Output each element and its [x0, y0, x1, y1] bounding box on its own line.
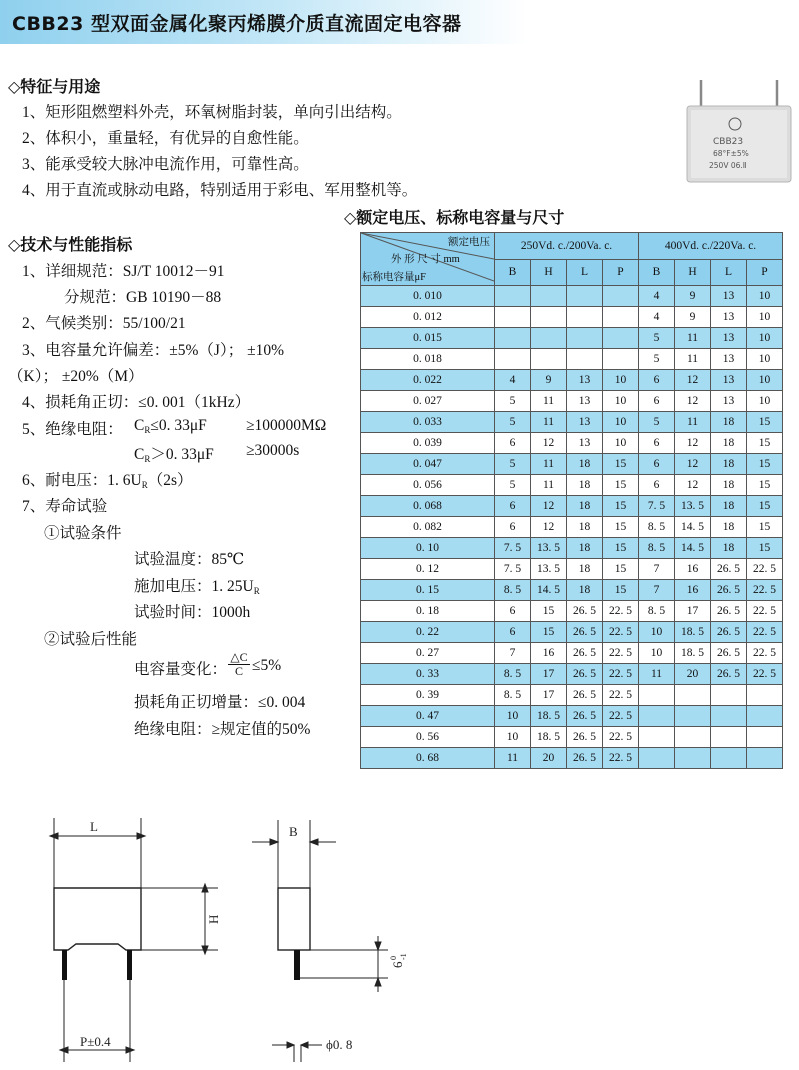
dimension-cell: 18 — [567, 580, 603, 601]
dimension-cell — [531, 286, 567, 307]
dimension-cell: 22. 5 — [747, 622, 783, 643]
group-400v: 400Vd. c./220Va. c. — [639, 233, 783, 260]
dimension-cell: 9 — [675, 286, 711, 307]
dimension-cell: 22. 5 — [747, 664, 783, 685]
dimension-cell: 26. 5 — [711, 580, 747, 601]
dimension-cell: 5 — [639, 412, 675, 433]
dimension-cell — [675, 748, 711, 769]
dimension-cell: 12 — [531, 496, 567, 517]
corner-cap: 标称电容量μF — [362, 272, 426, 283]
feature-item: 4、用于直流或脉动电路，特别适用于彩电、军用整机等。 — [22, 182, 418, 199]
dimension-cell — [603, 349, 639, 370]
dimension-cell: 15 — [747, 517, 783, 538]
dimension-cell: 6 — [639, 391, 675, 412]
dimension-cell: 18. 5 — [675, 643, 711, 664]
dimension-cell: 14. 5 — [675, 538, 711, 559]
dimension-cell: 18 — [711, 475, 747, 496]
dimension-cell: 15 — [603, 517, 639, 538]
dim-diameter: ϕ0. 8 — [326, 1037, 353, 1052]
table-heading: ◇额定电压、标称电容量与尺寸 — [344, 208, 565, 227]
dimension-cell: 11 — [531, 391, 567, 412]
dimension-cell: 12 — [531, 433, 567, 454]
feature-item: 1、矩形阻燃塑料外壳，环氧树脂封装，单向引出结构。 — [22, 104, 402, 121]
table-row — [361, 706, 783, 727]
dimension-cell: 8. 5 — [639, 601, 675, 622]
dimension-cell — [603, 328, 639, 349]
capacitance-cell: 0. 056 — [361, 475, 495, 496]
dimension-cell: 26. 5 — [567, 601, 603, 622]
dimension-cell: 26. 5 — [567, 706, 603, 727]
dimension-cell — [567, 307, 603, 328]
capacitance-cell: 0. 33 — [361, 664, 495, 685]
dimension-cell: 6 — [639, 433, 675, 454]
dimension-cell: 4 — [639, 286, 675, 307]
dimension-cell: 22. 5 — [603, 748, 639, 769]
dimension-cell: 15 — [603, 475, 639, 496]
spec-detail: 1、详细规范：SJ/T 10012－91 — [22, 263, 225, 280]
dimension-cell: 12 — [675, 475, 711, 496]
dimension-cell: 7 — [639, 580, 675, 601]
dim-B: B — [289, 824, 298, 839]
dimension-cell: 7. 5 — [495, 559, 531, 580]
dimension-cell: 4 — [639, 307, 675, 328]
table-corner-header — [361, 233, 495, 286]
dimension-cell: 11 — [531, 475, 567, 496]
table-row — [361, 286, 783, 307]
spec-insulation-label: 5、绝缘电阻： — [22, 421, 123, 438]
table-row — [361, 580, 783, 601]
dimension-cell: 11 — [531, 412, 567, 433]
table-row — [361, 391, 783, 412]
dimension-cell: 12 — [675, 370, 711, 391]
dimension-cell: 6 — [495, 496, 531, 517]
dimension-cell: 10 — [747, 349, 783, 370]
dimension-cell: 15 — [747, 412, 783, 433]
capacitance-cell: 0. 010 — [361, 286, 495, 307]
dimension-cell — [495, 349, 531, 370]
dimension-cell: 18 — [711, 433, 747, 454]
dim-lead: 6 — [390, 961, 405, 968]
dimension-cell: 15 — [603, 538, 639, 559]
dimension-cell: 15 — [603, 454, 639, 475]
table-row — [361, 748, 783, 769]
table-row — [361, 370, 783, 391]
dimension-cell: 8. 5 — [639, 538, 675, 559]
dimension-cell: 16 — [675, 559, 711, 580]
dimension-cell: 11 — [675, 349, 711, 370]
table-row — [361, 349, 783, 370]
table-row — [361, 622, 783, 643]
dimension-cell: 26. 5 — [567, 622, 603, 643]
dimension-cell: 26. 5 — [567, 685, 603, 706]
col-header: B — [495, 259, 531, 286]
dimension-cell: 10 — [603, 370, 639, 391]
dimension-cell: 12 — [675, 433, 711, 454]
col-header: H — [675, 259, 711, 286]
table-row — [361, 727, 783, 748]
dimension-cell — [639, 706, 675, 727]
dimension-cell: 10 — [603, 391, 639, 412]
dimension-cell: 18 — [711, 538, 747, 559]
dimension-cell: 22. 5 — [603, 685, 639, 706]
features-heading: ◇特征与用途 — [8, 77, 101, 96]
dimension-cell: 26. 5 — [567, 748, 603, 769]
dimension-cell: 22. 5 — [747, 559, 783, 580]
capacitance-cell: 0. 12 — [361, 559, 495, 580]
dimension-cell — [747, 685, 783, 706]
dimension-cell — [495, 328, 531, 349]
spec-sub: 分规范：GB 10190－88 — [64, 289, 222, 306]
test-temperature: 试验温度：85℃ — [134, 551, 245, 568]
dimension-cell — [747, 748, 783, 769]
spec-tolerance: 3、电容量允许偏差：±5%（J）； ±10% — [22, 342, 284, 359]
dimension-cell: 22. 5 — [747, 643, 783, 664]
dimension-cell: 17 — [531, 685, 567, 706]
dimension-cell: 26. 5 — [567, 664, 603, 685]
dimension-cell: 18 — [567, 496, 603, 517]
spec-climate: 2、气候类别：55/100/21 — [22, 315, 186, 332]
col-header: L — [711, 259, 747, 286]
photo-label-1: CBB23 — [713, 137, 744, 147]
dimension-cell: 6 — [639, 475, 675, 496]
spec-table — [360, 232, 783, 769]
dimension-cell: 26. 5 — [711, 622, 747, 643]
after-test-heading: ②试验后性能 — [44, 631, 138, 648]
dimension-cell: 7 — [639, 559, 675, 580]
dimension-cell: 11 — [639, 664, 675, 685]
dimension-cell: 13. 5 — [675, 496, 711, 517]
dimension-cell: 15 — [747, 433, 783, 454]
table-row — [361, 475, 783, 496]
capacitance-cell: 0. 56 — [361, 727, 495, 748]
dimension-cell: 8. 5 — [639, 517, 675, 538]
table-row — [361, 601, 783, 622]
capacitance-cell: 0. 27 — [361, 643, 495, 664]
dimension-cell: 22. 5 — [603, 622, 639, 643]
dimension-cell — [567, 349, 603, 370]
dimension-cell: 13 — [711, 307, 747, 328]
dimension-cell: 26. 5 — [711, 601, 747, 622]
dimension-cell — [675, 685, 711, 706]
dimension-cell — [639, 727, 675, 748]
dimension-cell: 15 — [747, 454, 783, 475]
dimension-cell: 10 — [747, 307, 783, 328]
col-header: B — [639, 259, 675, 286]
col-header: H — [531, 259, 567, 286]
dimension-cell: 13. 5 — [531, 538, 567, 559]
dimension-cell: 10 — [639, 622, 675, 643]
table-row — [361, 559, 783, 580]
product-photo — [685, 78, 793, 186]
dim-lead-sup: 0 — [389, 956, 398, 960]
dimension-cell — [495, 286, 531, 307]
dimension-cell: 10 — [603, 433, 639, 454]
dimension-cell: 13. 5 — [531, 559, 567, 580]
dimension-cell: 18. 5 — [675, 622, 711, 643]
insulation-after: 绝缘电阻：≥规定值的50% — [134, 721, 311, 738]
table-row — [361, 433, 783, 454]
dimension-cell: 6 — [495, 601, 531, 622]
dimension-cell: 22. 5 — [603, 601, 639, 622]
dimension-cell — [567, 328, 603, 349]
dimension-cell: 10 — [495, 727, 531, 748]
dimension-cell: 18 — [567, 475, 603, 496]
table-row — [361, 412, 783, 433]
capacitance-cell: 0. 22 — [361, 622, 495, 643]
dimension-cell — [747, 727, 783, 748]
tan-increase: 损耗角正切增量：≤0. 004 — [134, 694, 306, 711]
dimension-cell — [603, 307, 639, 328]
table-row — [361, 454, 783, 475]
capacitance-cell: 0. 047 — [361, 454, 495, 475]
capacitance-cell: 0. 039 — [361, 433, 495, 454]
dimension-cell: 22. 5 — [603, 706, 639, 727]
dimension-cell: 13 — [711, 286, 747, 307]
test-conditions-heading: ①试验条件 — [44, 525, 122, 542]
spec-insulation-b-val: ≥30000s — [246, 442, 300, 459]
dimension-cell: 13 — [567, 391, 603, 412]
dimension-cell: 16 — [531, 643, 567, 664]
dimension-cell: 10 — [495, 706, 531, 727]
capacitance-cell: 0. 015 — [361, 328, 495, 349]
capacitance-cell: 0. 022 — [361, 370, 495, 391]
test-time: 试验时间：1000h — [134, 604, 251, 621]
dimension-cell: 15 — [603, 559, 639, 580]
dim-L: L — [90, 819, 98, 834]
table-row — [361, 664, 783, 685]
dimension-cell: 22. 5 — [747, 601, 783, 622]
dimension-cell: 26. 5 — [567, 643, 603, 664]
capacitance-cell: 0. 15 — [361, 580, 495, 601]
table-row — [361, 643, 783, 664]
dimension-cell: 20 — [675, 664, 711, 685]
dimension-cell: 18 — [567, 454, 603, 475]
dimension-cell: 18 — [711, 454, 747, 475]
dimension-cell: 18 — [711, 496, 747, 517]
dimension-cell: 15 — [747, 475, 783, 496]
dimension-cell — [603, 286, 639, 307]
dimension-cell: 15 — [747, 538, 783, 559]
table-row — [361, 685, 783, 706]
dimension-cell: 10 — [747, 286, 783, 307]
dimension-cell: 13 — [711, 391, 747, 412]
dimension-cell: 12 — [675, 391, 711, 412]
dimension-cell: 18 — [711, 517, 747, 538]
capacitance-cell: 0. 018 — [361, 349, 495, 370]
page-title: CBB23 型双面金属化聚丙烯膜介质直流固定电容器 — [12, 13, 462, 35]
dimension-cell: 13 — [567, 433, 603, 454]
dimension-cell: 9 — [531, 370, 567, 391]
dimension-cell — [639, 685, 675, 706]
specs-heading: ◇技术与性能指标 — [8, 235, 133, 254]
dimension-cell: 12 — [531, 517, 567, 538]
dimension-cell: 13 — [567, 412, 603, 433]
dimension-cell: 9 — [675, 307, 711, 328]
dimension-cell — [567, 286, 603, 307]
group-250v: 250Vd. c./200Va. c. — [495, 233, 639, 260]
cap-change-label: 电容量变化： — [134, 661, 228, 678]
table-row — [361, 517, 783, 538]
dimension-cell: 5 — [639, 349, 675, 370]
dimension-cell: 14. 5 — [675, 517, 711, 538]
dimension-cell — [531, 328, 567, 349]
dimension-cell: 18 — [567, 517, 603, 538]
dimension-cell: 7 — [495, 643, 531, 664]
dimension-cell: 8. 5 — [495, 685, 531, 706]
dimension-cell — [531, 307, 567, 328]
dimension-cell: 18 — [567, 559, 603, 580]
table-row — [361, 538, 783, 559]
dim-H: H — [206, 914, 221, 924]
dimension-cell: 17 — [675, 601, 711, 622]
dimension-cell — [675, 727, 711, 748]
dimension-cell: 26. 5 — [567, 727, 603, 748]
capacitance-cell: 0. 47 — [361, 706, 495, 727]
dim-P: P±0.4 — [80, 1034, 111, 1049]
dimension-cell: 8. 5 — [495, 580, 531, 601]
dimension-cell: 10 — [747, 391, 783, 412]
cap-change-fraction: △C C — [228, 651, 250, 678]
dimension-cell: 22. 5 — [603, 664, 639, 685]
dimension-cell: 26. 5 — [711, 643, 747, 664]
spec-tan: 4、损耗角正切：≤0. 001（1kHz） — [22, 394, 251, 411]
dimension-cell: 22. 5 — [747, 580, 783, 601]
capacitance-cell: 0. 18 — [361, 601, 495, 622]
table-row — [361, 328, 783, 349]
dimension-cell: 13 — [711, 349, 747, 370]
dimension-cell: 22. 5 — [603, 643, 639, 664]
dimension-cell: 6 — [495, 622, 531, 643]
dimension-cell — [711, 706, 747, 727]
dimension-cell: 15 — [603, 580, 639, 601]
dimension-cell: 6 — [639, 454, 675, 475]
col-header: L — [567, 259, 603, 286]
dimension-cell — [675, 706, 711, 727]
table-row — [361, 307, 783, 328]
dimension-cell: 6 — [495, 433, 531, 454]
dimension-cell — [495, 307, 531, 328]
feature-item: 3、能承受较大脉冲电流作用，可靠性高。 — [22, 156, 309, 173]
dimension-cell: 26. 5 — [711, 559, 747, 580]
dimension-cell: 11 — [675, 412, 711, 433]
dimension-cell: 10 — [603, 412, 639, 433]
dimension-cell: 8. 5 — [495, 664, 531, 685]
dimension-cell: 7. 5 — [495, 538, 531, 559]
corner-voltage: 额定电压 — [448, 237, 490, 248]
dimension-cell — [639, 748, 675, 769]
dimension-cell: 18. 5 — [531, 706, 567, 727]
dimension-cell — [711, 727, 747, 748]
capacitance-cell: 0. 027 — [361, 391, 495, 412]
dimension-cell: 6 — [495, 517, 531, 538]
dimension-cell: 11 — [675, 328, 711, 349]
table-row — [361, 496, 783, 517]
dimension-cell: 18 — [567, 538, 603, 559]
dimension-cell: 18 — [711, 412, 747, 433]
spec-insulation-a-val: ≥100000MΩ — [246, 417, 327, 434]
col-header: P — [747, 259, 783, 286]
dimension-cell — [531, 349, 567, 370]
dimension-cell: 20 — [531, 748, 567, 769]
dimension-cell: 26. 5 — [711, 664, 747, 685]
dimension-drawing — [0, 800, 799, 1070]
dimension-cell: 11 — [531, 454, 567, 475]
dimension-cell: 22. 5 — [603, 727, 639, 748]
capacitance-cell: 0. 68 — [361, 748, 495, 769]
dimension-cell: 4 — [495, 370, 531, 391]
spec-insulation-a: $C_R\le 0$. 33μF — [134, 417, 207, 435]
capacitance-cell: 0. 10 — [361, 538, 495, 559]
capacitance-cell: 0. 39 — [361, 685, 495, 706]
dimension-cell: 6 — [639, 370, 675, 391]
dimension-cell: 10 — [747, 328, 783, 349]
dimension-cell: 5 — [639, 328, 675, 349]
dimension-cell — [711, 685, 747, 706]
dimension-cell: 11 — [495, 748, 531, 769]
spec-insulation-b: $C_R>0$. 33μF — [134, 446, 214, 464]
dimension-cell: 10 — [747, 370, 783, 391]
photo-label-3: 250V 06.Ⅱ — [709, 161, 747, 170]
photo-label-2: 68°F±5% — [713, 149, 749, 158]
dimension-cell: 14. 5 — [531, 580, 567, 601]
dimension-cell: 13 — [711, 370, 747, 391]
capacitance-cell: 0. 068 — [361, 496, 495, 517]
dimension-cell: 7. 5 — [639, 496, 675, 517]
dimension-cell: 16 — [675, 580, 711, 601]
capacitance-cell: 0. 012 — [361, 307, 495, 328]
dimension-cell — [711, 748, 747, 769]
dimension-cell: 13 — [567, 370, 603, 391]
dimension-cell — [747, 706, 783, 727]
dimension-cell: 15 — [603, 496, 639, 517]
corner-dims: 外 形 尺 寸 mm — [391, 254, 460, 265]
spec-life-test: 7、寿命试验 — [22, 498, 108, 515]
dimension-cell: 5 — [495, 475, 531, 496]
dimension-cell: 10 — [639, 643, 675, 664]
dimension-cell: 12 — [675, 454, 711, 475]
capacitance-cell: 0. 082 — [361, 517, 495, 538]
dimension-cell: 15 — [531, 622, 567, 643]
dimension-cell: 5 — [495, 391, 531, 412]
spec-tolerance-cont: （K）； ±20%（M） — [8, 368, 144, 385]
spec-voltage: 6、耐电压：1. $6U_R(2s)$ — [22, 472, 193, 490]
test-voltage: 施加电压：1. $25U_R$ — [134, 578, 260, 596]
capacitance-cell: 0. 033 — [361, 412, 495, 433]
dimension-cell: 17 — [531, 664, 567, 685]
dimension-cell: 15 — [747, 496, 783, 517]
dimension-cell: 5 — [495, 412, 531, 433]
dimension-cell: 13 — [711, 328, 747, 349]
col-header: P — [603, 259, 639, 286]
dimension-cell: 15 — [531, 601, 567, 622]
cap-change-value: ≤5% — [252, 657, 282, 674]
dim-lead-sub: -1 — [399, 953, 408, 960]
feature-item: 2、体积小，重量轻，有优异的自愈性能。 — [22, 130, 309, 147]
dimension-cell: 5 — [495, 454, 531, 475]
dimension-cell: 18. 5 — [531, 727, 567, 748]
